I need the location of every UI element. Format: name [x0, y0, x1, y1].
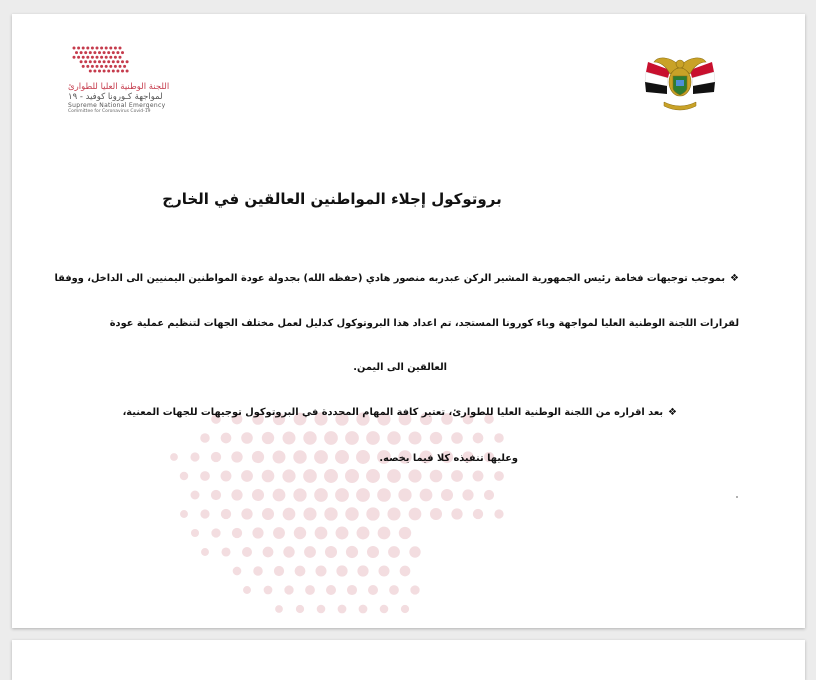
logo-dot: [89, 60, 92, 63]
paragraph1-line1: [54, 273, 739, 284]
logo-dot: [126, 70, 129, 73]
logo-dot: [103, 70, 106, 73]
watermark-dot: [366, 469, 380, 483]
watermark-dot: [345, 431, 359, 445]
watermark-dot: [303, 469, 317, 483]
watermark-dot: [191, 491, 200, 500]
stray-dot: [736, 496, 738, 498]
logo-dot: [96, 56, 99, 59]
watermark-dot: [180, 472, 188, 480]
watermark-dot: [241, 432, 253, 444]
watermark-dot: [283, 546, 294, 557]
watermark-dot: [473, 433, 484, 444]
watermark-dot: [378, 527, 391, 540]
watermark-dot: [304, 546, 316, 558]
watermark-dot: [232, 528, 242, 538]
logo-dot: [114, 47, 117, 50]
watermark-dot: [221, 547, 230, 556]
committee-name-ar-line1: اللجنة الوطنية العليا للطوارئ: [68, 82, 170, 92]
watermark-dot: [366, 507, 379, 520]
watermark-dot: [451, 470, 463, 482]
yemen-coat-of-arms-icon: [640, 52, 720, 116]
watermark-dot: [346, 546, 358, 558]
watermark-dot: [283, 432, 296, 445]
logo-dot: [98, 70, 101, 73]
watermark-dot: [409, 546, 420, 557]
watermark-dot: [408, 469, 421, 482]
watermark-dot: [294, 527, 306, 539]
bullet-diamond-icon: ❖: [730, 273, 739, 284]
watermark-dot: [273, 451, 286, 464]
watermark-dot: [262, 508, 274, 520]
watermark-dot: [430, 470, 443, 483]
logo-dot: [91, 56, 94, 59]
paragraph1-line2: لقرارات اللجنة الوطنية العليا لمواجهة وباء كورونا المستجد، تم اعداد هذا البروتوكول كدليل لعمل مختلف الجهات لتنظيم عملية عودة: [109, 318, 739, 329]
watermark-dot: [368, 585, 378, 595]
logo-dot: [114, 65, 117, 68]
watermark-dot: [273, 489, 286, 502]
logo-dot: [112, 70, 115, 73]
watermark-dot: [221, 471, 232, 482]
watermark-dot: [366, 431, 380, 445]
committee-name: [68, 82, 208, 115]
logo-dot: [103, 51, 106, 54]
logo-dot: [98, 60, 101, 63]
logo-dot: [84, 51, 87, 54]
watermark-dot: [380, 605, 389, 614]
logo-dot: [112, 51, 115, 54]
logo-dot: [100, 65, 103, 68]
watermark-dot: [264, 586, 273, 595]
watermark-dot: [293, 450, 306, 463]
watermark-dot: [324, 469, 338, 483]
watermark-dot: [357, 527, 370, 540]
watermark-dot: [274, 566, 284, 576]
watermark-dot: [326, 585, 336, 595]
watermark-dot: [317, 605, 326, 614]
watermark-dot: [293, 488, 306, 501]
logo-dot: [82, 56, 85, 59]
committee-name-ar-line2: لمواجهة كـورونا كوفيد - ١٩: [68, 92, 163, 102]
watermark-dot: [400, 566, 411, 577]
watermark-dot: [221, 433, 232, 444]
watermark-dot: [211, 528, 220, 537]
watermark-dot: [252, 489, 264, 501]
watermark-dot: [231, 451, 242, 462]
logo-dot: [109, 47, 112, 50]
watermark-dot: [389, 585, 399, 595]
watermark-dot: [399, 527, 411, 539]
watermark-dot: [451, 508, 462, 519]
watermark-dot: [377, 488, 391, 502]
watermark-dot: [473, 471, 484, 482]
paragraph1-line3: العالقين الى اليمن.: [353, 362, 447, 373]
logo-dot: [105, 47, 108, 50]
logo-dot: [86, 47, 89, 50]
watermark-dot: [347, 585, 357, 595]
watermark-dot: [252, 527, 263, 538]
watermark-dot: [335, 450, 349, 464]
logo-dot: [116, 60, 119, 63]
logo-dot: [86, 65, 89, 68]
logo-dot: [126, 60, 129, 63]
logo-dot: [121, 70, 124, 73]
watermark-dot: [282, 469, 295, 482]
paragraph2-line1-text: بعد اقراره من اللجنة الوطنية العليا للطوارئ، تعتبر كافة المهام المحددة في البروتوكول توجيهات للجهات المعنية،: [122, 407, 664, 418]
document-title: بروتوكول إجلاء المواطنين العالقين في الخارج: [162, 190, 502, 208]
watermark-dot: [494, 509, 503, 518]
watermark-dot: [336, 565, 347, 576]
watermark-dot: [211, 490, 221, 500]
dotted-map-logo-icon: [68, 42, 132, 82]
watermark-dot: [387, 507, 400, 520]
watermark-dot: [324, 507, 337, 520]
watermark-dot: [420, 489, 433, 502]
watermark-dot: [345, 469, 359, 483]
logo-dot: [103, 60, 106, 63]
watermark-dot: [494, 471, 504, 481]
watermark-dots-icon: [162, 409, 522, 628]
watermark-dot: [473, 509, 483, 519]
watermark-dot: [241, 508, 252, 519]
bullet-diamond-icon: ❖: [668, 407, 677, 418]
watermark-dot: [398, 488, 411, 501]
logo-dot: [89, 70, 92, 73]
watermark-dot: [190, 452, 199, 461]
document-page: [12, 14, 805, 628]
watermark-dot: [409, 508, 422, 521]
watermark-dot: [388, 546, 400, 558]
watermark-dot: [345, 507, 358, 520]
watermark-dot: [314, 450, 328, 464]
watermark-dot: [231, 489, 242, 500]
watermark-dot: [243, 586, 251, 594]
logo-dot: [105, 65, 108, 68]
watermark-dot: [314, 488, 328, 502]
logo-dot: [75, 51, 78, 54]
watermark-dot: [241, 470, 253, 482]
logo-dot: [107, 60, 110, 63]
watermark-dot: [170, 453, 178, 461]
next-page: [12, 640, 805, 680]
watermark-dot: [253, 566, 262, 575]
watermark-dot: [233, 567, 242, 576]
logo-dot: [77, 47, 80, 50]
logo-dot: [123, 65, 126, 68]
watermark-dot: [387, 469, 401, 483]
watermark-dot: [409, 432, 422, 445]
logo-dot: [109, 65, 112, 68]
watermark-dot: [357, 565, 368, 576]
logo-dot: [121, 51, 124, 54]
watermark-dot: [441, 489, 453, 501]
watermark-dot: [242, 547, 252, 557]
logo-dot: [91, 47, 94, 50]
paragraph2-line2: وعليها تنفيذه كلا فيما يخصه.: [379, 453, 518, 464]
logo-dot: [80, 51, 83, 54]
logo-dot: [82, 65, 85, 68]
paragraph2-line1: [123, 407, 677, 418]
logo-dot: [77, 56, 80, 59]
watermark-dot: [303, 507, 316, 520]
watermark-dot: [451, 432, 463, 444]
watermark-dot: [462, 489, 473, 500]
logo-dot: [119, 65, 122, 68]
watermark-dot: [430, 432, 442, 444]
logo-dot: [91, 65, 94, 68]
watermark-dot: [315, 565, 326, 576]
watermark-dot: [305, 585, 315, 595]
watermark-dot: [200, 509, 209, 518]
logo-dot: [121, 60, 124, 63]
committee-logo: [64, 42, 214, 132]
watermark-dot: [221, 509, 231, 519]
watermark-dot: [356, 450, 370, 464]
watermark-dot: [263, 547, 274, 558]
watermark-dot: [262, 432, 274, 444]
watermark-dot: [315, 527, 328, 540]
watermark-dot: [484, 490, 494, 500]
logo-dot: [93, 51, 96, 54]
logo-dot: [107, 70, 110, 73]
logo-dot: [96, 47, 99, 50]
watermark-dot: [296, 605, 304, 613]
committee-name-en-line2: Committee for Coronavirus Covid-19: [68, 109, 151, 114]
watermark-dot: [211, 452, 221, 462]
watermark-dot: [200, 471, 210, 481]
logo-dot: [105, 56, 108, 59]
watermark-dot: [262, 470, 275, 483]
watermark-dot: [284, 585, 293, 594]
watermark-dot: [295, 566, 306, 577]
watermark-dot: [410, 585, 419, 594]
watermark-dot: [338, 605, 347, 614]
watermark-dot: [387, 431, 400, 444]
logo-dot: [73, 56, 76, 59]
watermark-dot: [401, 605, 409, 613]
logo-dot: [116, 70, 119, 73]
watermark-dot: [180, 510, 188, 518]
logo-dot: [116, 51, 119, 54]
watermark-dot: [335, 488, 349, 502]
watermark-dot: [200, 433, 210, 443]
logo-dot: [86, 56, 89, 59]
logo-dot: [112, 60, 115, 63]
watermark-dot: [191, 529, 199, 537]
watermark-dot: [430, 508, 442, 520]
watermark-dot: [283, 508, 296, 521]
watermark-dot: [324, 431, 338, 445]
watermark-dot: [273, 527, 285, 539]
watermark-dot: [367, 546, 379, 558]
logo-dot: [98, 51, 101, 54]
watermark-dot: [494, 433, 504, 443]
logo-dot: [100, 56, 103, 59]
watermark-dot: [325, 546, 337, 558]
watermark-dot: [275, 605, 283, 613]
logo-dot: [84, 60, 87, 63]
logo-dot: [82, 47, 85, 50]
logo-dot: [93, 60, 96, 63]
logo-dot: [73, 47, 76, 50]
watermark-dot: [303, 431, 316, 444]
logo-dot: [114, 56, 117, 59]
logo-dot: [119, 56, 122, 59]
watermark-dot: [201, 548, 209, 556]
committee-name-en-line1: Supreme National Emergency: [68, 102, 166, 109]
watermark-dot: [356, 488, 370, 502]
logo-dot: [109, 56, 112, 59]
watermark-dot: [336, 527, 349, 540]
logo-dot: [93, 70, 96, 73]
paragraph1-line1-text: بموجب توجيهات فخامة رئيس الجمهورية المشير الركن عبدربه منصور هادي (حفظه الله) بجدولة عودة المواطنين اليمنيين الى الداخل، ووفقا: [54, 273, 726, 284]
logo-dot: [107, 51, 110, 54]
logo-dot: [100, 47, 103, 50]
watermark-dot: [359, 605, 368, 614]
logo-dot: [119, 47, 122, 50]
watermark-dot: [252, 451, 264, 463]
logo-dot: [80, 60, 83, 63]
logo-dot: [89, 51, 92, 54]
logo-dot: [96, 65, 99, 68]
watermark-dot: [378, 565, 389, 576]
